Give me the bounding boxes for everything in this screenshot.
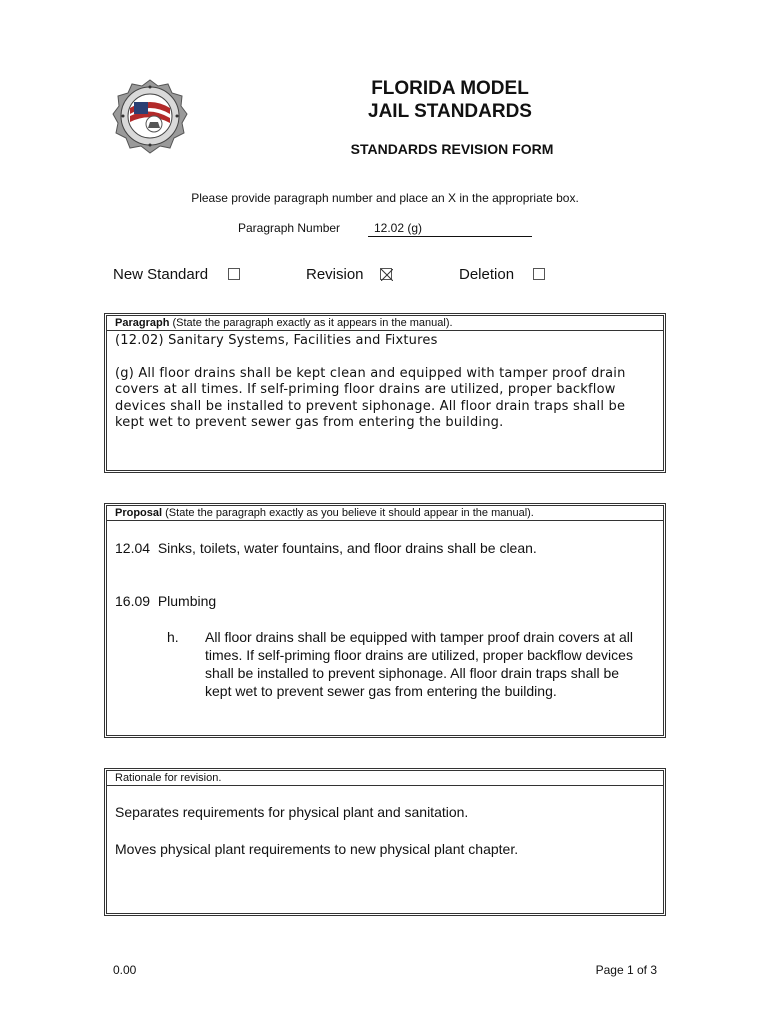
paragraph-heading-bold: Paragraph — [115, 317, 170, 329]
form-title-line-2: JAIL STANDARDS — [368, 101, 532, 122]
proposal-item-letter: h. — [167, 629, 179, 645]
paragraph-text: (g) All floor drains shall be kept clean and equipped with tamper proof drain covers at all times. If self-priming floor drains are utilized, proper backflow devices shall be installed to prevent siphonage. All floor drain traps shall be kept wet to prevent sewer gas from entering the building. — [115, 365, 626, 430]
proposal-heading-bold: Proposal — [115, 507, 163, 519]
paragraph-title-line: (12.02) Sanitary Systems, Facilities and Fixtures — [115, 333, 438, 348]
paragraph-heading-note: (State the paragraph exactly as it appears in the manual). — [172, 317, 453, 329]
footer-left-code: 0.00 — [113, 963, 137, 977]
rationale-box-heading: Rationale for revision. — [107, 771, 663, 786]
rationale-line-2: Moves physical plant requirements to new physical plant chapter. — [115, 841, 519, 857]
proposal-box-heading — [107, 506, 663, 521]
revision-label: Revision — [306, 266, 364, 283]
proposal-line-1204: 12.04 Sinks, toilets, water fountains, and floor drains shall be clean. — [115, 540, 537, 556]
proposal-heading-note: (State the paragraph exactly as you believe it should appear in the manual). — [165, 507, 534, 519]
paragraph-number-field[interactable]: 12.02 (g) — [368, 221, 532, 237]
instruction-text: Please provide paragraph number and place an X in the appropriate box. — [191, 191, 579, 205]
deletion-label: Deletion — [459, 266, 515, 283]
proposal-box — [104, 503, 666, 738]
paragraph-number-label: Paragraph Number — [238, 221, 341, 235]
paragraph-box — [104, 313, 666, 473]
rationale-line-1: Separates requirements for physical plant and sanitation. — [115, 804, 469, 820]
proposal-item — [115, 628, 655, 700]
form-title-line-1: FLORIDA MODEL — [371, 78, 529, 99]
deletion-checkbox[interactable] — [533, 268, 545, 280]
form-subtitle: STANDARDS REVISION FORM — [350, 141, 554, 157]
proposal-line-1609: 16.09 Plumbing — [115, 593, 217, 609]
proposal-item-text: All floor drains shall be equipped with tamper proof drain covers at all times. If self-priming floor drains are utilized, proper backflow devices shall be installed to prevent siphonage. All floor drain traps shall be kept wet to prevent sewer gas from entering the building. — [205, 629, 634, 699]
florida-seal-logo — [112, 78, 188, 154]
x-mark-icon — [381, 269, 393, 281]
revision-checkbox[interactable] — [380, 268, 392, 280]
paragraph-box-heading — [107, 316, 663, 331]
new-standard-checkbox[interactable] — [228, 268, 240, 280]
rationale-box — [104, 768, 666, 916]
new-standard-label: New Standard — [113, 266, 209, 283]
page-number: Page 1 of 3 — [595, 963, 657, 977]
